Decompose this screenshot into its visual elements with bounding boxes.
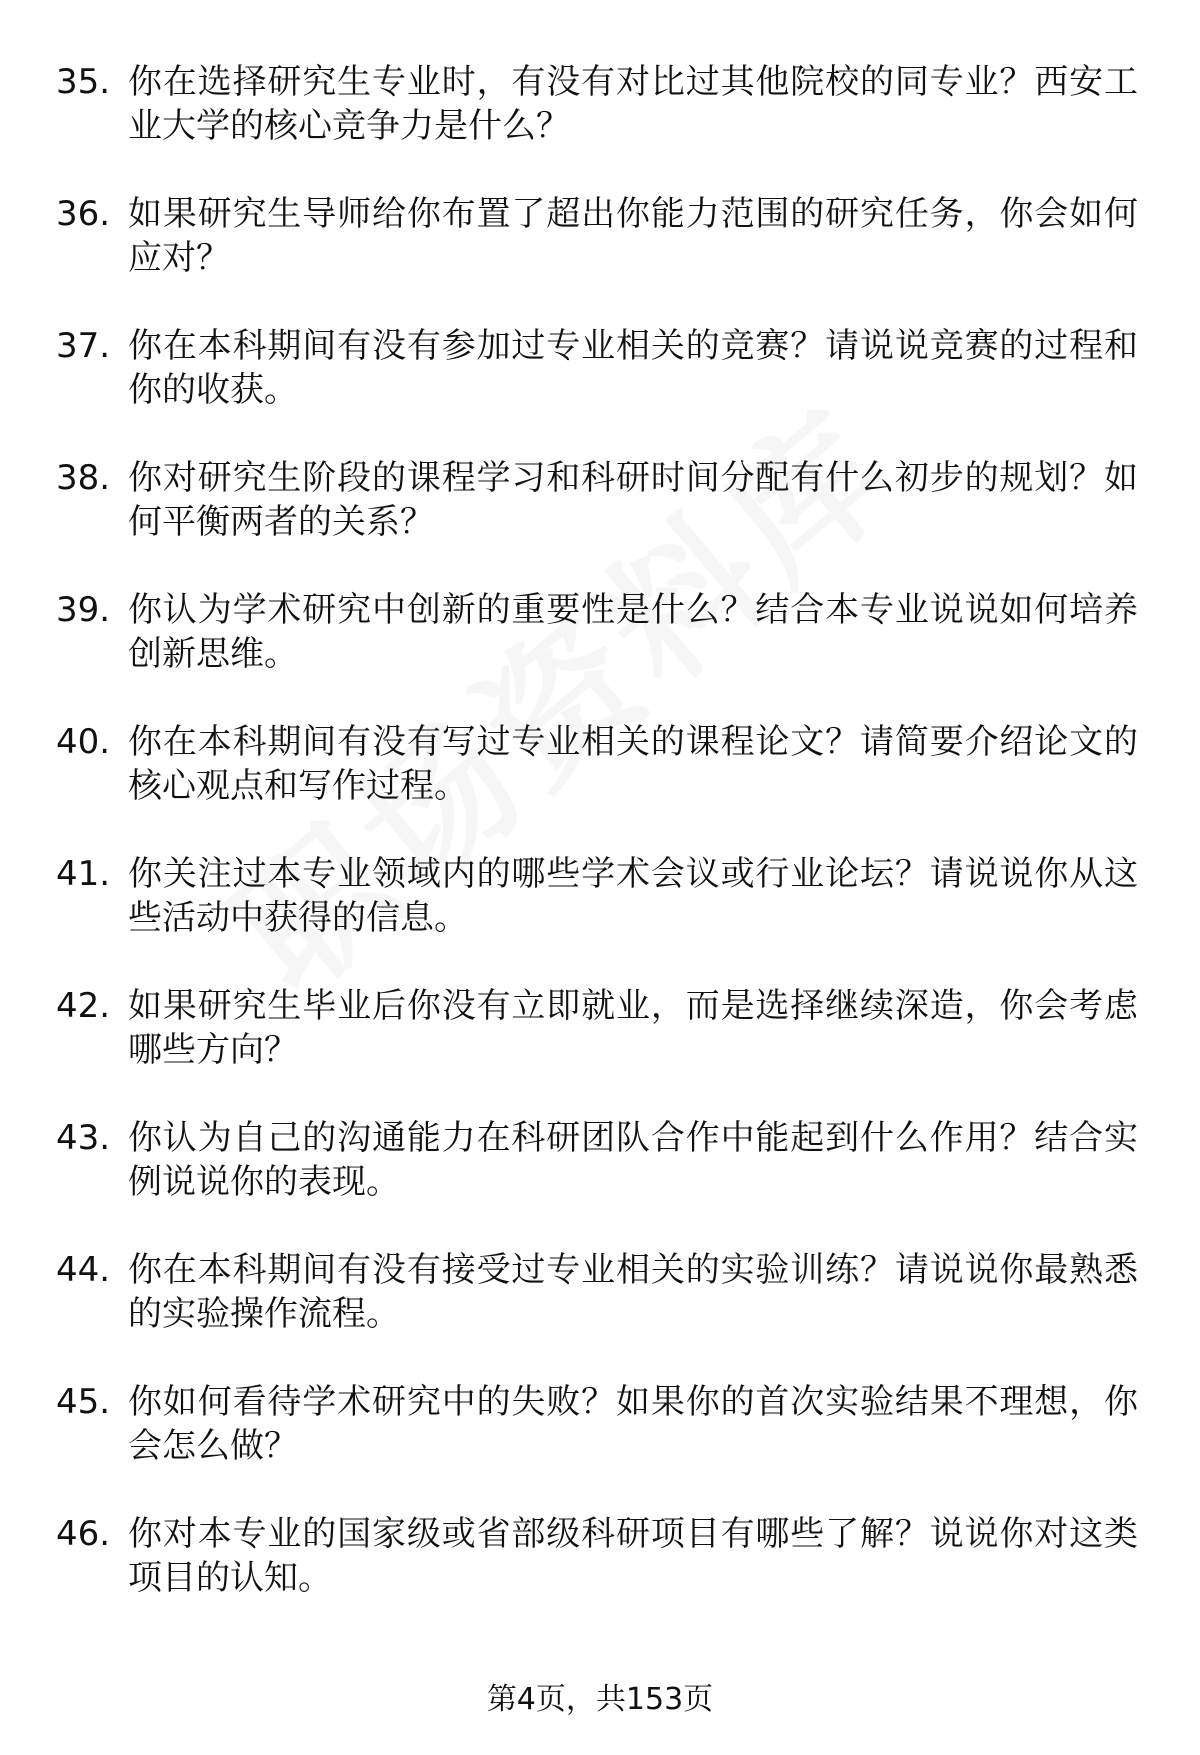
question-text: 你认为学术研究中创新的重要性是什么？结合本专业说说如何培养创新思维。 xyxy=(128,590,1138,674)
question-number: 42. xyxy=(56,986,111,1026)
question-item xyxy=(0,60,1200,192)
question-item xyxy=(0,1248,1200,1380)
question-item xyxy=(0,1380,1200,1512)
question-text: 你认为自己的沟通能力在科研团队合作中能起到什么作用？结合实例说说你的表现。 xyxy=(128,1118,1138,1202)
question-text: 你在选择研究生专业时，有没有对比过其他院校的同专业？西安工业大学的核心竞争力是什么？ xyxy=(128,62,1138,146)
question-item xyxy=(0,1512,1200,1644)
question-number: 37. xyxy=(56,326,111,366)
question-number: 44. xyxy=(56,1250,111,1290)
question-number: 36. xyxy=(56,194,111,234)
question-item xyxy=(0,588,1200,720)
question-item xyxy=(0,984,1200,1116)
question-text: 你在本科期间有没有写过专业相关的课程论文？请简要介绍论文的核心观点和写作过程。 xyxy=(128,722,1138,806)
question-number: 41. xyxy=(56,854,111,894)
question-number: 39. xyxy=(56,590,111,630)
question-text: 你在本科期间有没有参加过专业相关的竞赛？请说说竞赛的过程和你的收获。 xyxy=(128,326,1138,410)
question-item xyxy=(0,324,1200,456)
question-item xyxy=(0,720,1200,852)
page-footer: 第4页，共153页 xyxy=(486,1682,714,1717)
question-text: 你对本专业的国家级或省部级科研项目有哪些了解？说说你对这类项目的认知。 xyxy=(128,1514,1138,1598)
question-item xyxy=(0,1116,1200,1248)
question-number: 40. xyxy=(56,722,111,762)
question-text: 你在本科期间有没有接受过专业相关的实验训练？请说说你最熟悉的实验操作流程。 xyxy=(128,1250,1138,1334)
question-text: 如果研究生导师给你布置了超出你能力范围的研究任务，你会如何应对？ xyxy=(128,194,1138,278)
question-number: 45. xyxy=(56,1382,111,1422)
question-text: 你对研究生阶段的课程学习和科研时间分配有什么初步的规划？如何平衡两者的关系？ xyxy=(128,458,1138,542)
question-text: 你如何看待学术研究中的失败？如果你的首次实验结果不理想，你会怎么做？ xyxy=(128,1382,1138,1466)
question-text: 如果研究生毕业后你没有立即就业，而是选择继续深造，你会考虑哪些方向？ xyxy=(128,986,1138,1070)
question-list xyxy=(0,60,1200,1644)
question-number: 43. xyxy=(56,1118,111,1158)
question-item xyxy=(0,852,1200,984)
question-number: 38. xyxy=(56,458,111,498)
question-number: 46. xyxy=(56,1514,111,1554)
question-item xyxy=(0,192,1200,324)
question-text: 你关注过本专业领域内的哪些学术会议或行业论坛？请说说你从这些活动中获得的信息。 xyxy=(128,854,1138,938)
question-item xyxy=(0,456,1200,588)
question-number: 35. xyxy=(56,62,111,102)
